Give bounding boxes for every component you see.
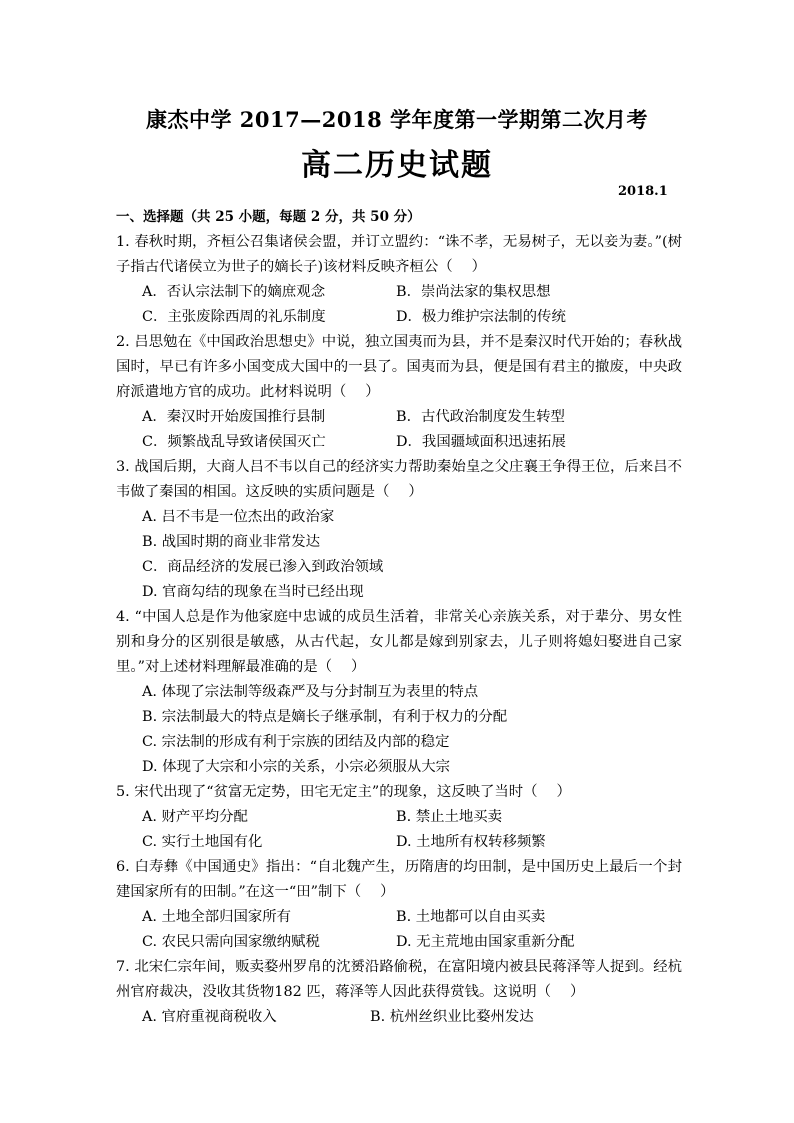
option-c: C．商品经济的发展已渗入到政治领域 (142, 559, 384, 575)
question-text: 2. 吕思勉在《中国政治思想史》中说，独立国夷而为县，并不是秦汉时代开始的；春秋战国时，早已有许多小国变成大国中的一县了。国夷而为县，便是国有君主的撤废，中央政府派遣地方官的成功。此材料说明（ ） (116, 334, 682, 400)
question-text: 6. 白寿彝《中国通史》指出：“自北魏产生，历隋唐的均田制，是中国历史上最后一个封建国家所有的田制。”在这一“田”制下（ ） (116, 859, 682, 900)
school-exam-heading: 康杰中学 2017—2018 学年度第一学期第二次月考 (145, 107, 648, 132)
option-a: A. 官府重视商税收入 (142, 1009, 277, 1025)
option-a: A. 土地全部归国家所有 (142, 909, 292, 925)
question-text: 4. “中国人总是作为他家庭中忠诚的成员生活着，非常关心亲族关系，对于辈分、男女性别和身分的区别很是敏感，从古代起，女儿都是嫁到别家去，儿子则将媳妇娶进自己家里。”对上述材料理解最准确的是（ ） (116, 609, 682, 675)
option-list (116, 905, 682, 955)
question-4 (116, 605, 682, 780)
option-a: A．秦汉时开始废国推行县制 (142, 409, 326, 425)
option-a: A. 吕不韦是一位杰出的政治家 (142, 509, 335, 525)
option-b: B. 禁止土地买卖 (396, 809, 503, 825)
question-5 (116, 780, 682, 855)
option-c: C．频繁战乱导致诸侯国灭亡 (142, 434, 326, 450)
exam-body (116, 205, 682, 1030)
option-d: D．极力维护宗法制的传统 (396, 309, 566, 325)
option-a: A．否认宗法制下的嫡庶观念 (142, 284, 326, 300)
question-3 (116, 455, 682, 605)
section-heading: 一、选择题（共 25 小题，每题 2 分，共 50 分） (116, 209, 421, 225)
option-b: B. 土地都可以自由买卖 (396, 909, 546, 925)
option-a: A. 财产平均分配 (142, 809, 248, 825)
question-text: 5. 宋代出现了“贫富无定势，田宅无定主”的现象，这反映了当时（ ） (116, 784, 571, 800)
option-list (116, 505, 682, 605)
question-text: 1. 春秋时期，齐桓公召集诸侯会盟，并订立盟约：“诛不孝，无易树子，无以妾为妻。”(树子指古代诸侯立为世子的嫡长子)该材料反映齐桓公（ ） (116, 234, 682, 275)
question-6 (116, 855, 682, 955)
page-title: 高二历史试题 (301, 148, 493, 183)
option-list (116, 280, 682, 330)
question-text: 7. 北宋仁宗年间，贩卖婺州罗帛的沈赟沿路偷税，在富阳境内被县民蒋泽等人捉到。经杭州官府裁决，没收其货物182 匹，蒋泽等人因此获得赏钱。这说明（ ） (116, 959, 682, 1000)
option-b: B．崇尚法家的集权思想 (396, 284, 551, 300)
option-list (116, 680, 682, 780)
option-a: A. 体现了宗法制等级森严及与分封制互为表里的特点 (142, 684, 479, 700)
option-c: C. 农民只需向国家缴纳赋税 (142, 934, 320, 950)
option-d: D. 土地所有权转移频繁 (396, 834, 546, 850)
option-d: D．我国疆域面积迅速拓展 (396, 434, 566, 450)
option-d: D. 体现了大宗和小宗的关系，小宗必须服从大宗 (142, 759, 450, 775)
question-2 (116, 330, 682, 455)
exam-date: 2018.1 (618, 184, 668, 199)
option-b: B. 宗法制最大的特点是嫡长子继承制，有利于权力的分配 (142, 709, 508, 725)
question-1 (116, 230, 682, 330)
option-c: C. 实行土地国有化 (142, 834, 263, 850)
option-list (116, 805, 682, 855)
option-list (116, 405, 682, 455)
option-b: B. 杭州丝织业比婺州发达 (370, 1009, 534, 1025)
option-d: D. 无主荒地由国家重新分配 (396, 934, 575, 950)
option-b: B. 战国时期的商业非常发达 (142, 534, 321, 550)
option-c: C. 宗法制的形成有利于宗族的团结及内部的稳定 (142, 734, 450, 750)
option-d: D. 官商勾结的现象在当时已经出现 (142, 584, 364, 600)
question-text: 3. 战国后期，大商人吕不韦以自己的经济实力帮助秦始皇之父庄襄王争得王位，后来吕不韦做了秦国的相国。这反映的实质问题是（ ） (116, 459, 682, 500)
option-list (116, 1005, 682, 1030)
option-b: B．古代政治制度发生转型 (396, 409, 565, 425)
option-c: C．主张废除西周的礼乐制度 (142, 309, 326, 325)
question-7 (116, 955, 682, 1030)
